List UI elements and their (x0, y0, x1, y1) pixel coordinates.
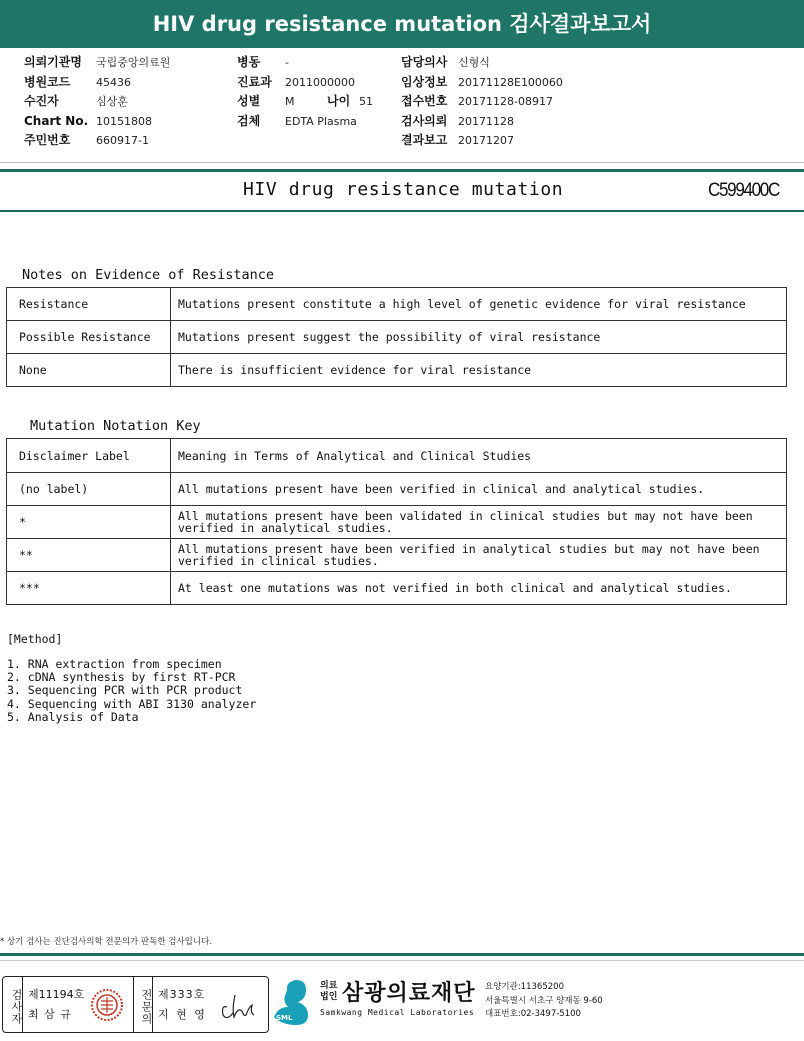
seal-icon (89, 977, 133, 1032)
footer-rule-thin (0, 960, 804, 961)
info-label: 병원코드 (24, 74, 71, 89)
info-label: 검체 (237, 113, 261, 128)
logo-text: SML (276, 1014, 293, 1022)
key-desc: All mutations present have been verified in analytical studies but may not have been verified in clinical studies. (171, 539, 787, 572)
specialist-license: 제333호 (158, 988, 206, 1001)
info-value: 20171128 (458, 114, 514, 128)
table-row (7, 439, 787, 473)
inspector-license: 제11194호 (28, 988, 85, 1001)
info-label: 의뢰기관명 (24, 55, 82, 69)
info-value: 심상훈 (96, 95, 128, 108)
method-step: 3. Sequencing PCR with PCR product (7, 683, 243, 698)
notes-table (6, 287, 787, 387)
report-banner: HIV drug resistance mutation 검사결과보고서 (0, 0, 804, 48)
org-address: 서울특별시 서초구 양재동 9-60 (485, 995, 603, 1006)
report-code: C599400C (708, 180, 779, 201)
info-value: 20171128-08917 (458, 95, 553, 108)
specialist-cell (153, 977, 213, 1032)
method-step: 1. RNA extraction from specimen (7, 657, 222, 671)
notes-label: Possible Resistance (7, 321, 171, 354)
org-code: 요양기관:11365200 (485, 982, 564, 992)
method-list (7, 658, 256, 724)
info-label: 접수번호 (401, 94, 448, 108)
info-value: M (285, 95, 295, 108)
key-label: ** (7, 539, 171, 572)
info-value: 국립중앙의료원 (96, 56, 171, 69)
info-value: - (285, 56, 289, 69)
info-value: 20171207 (458, 134, 514, 147)
title-rule-bottom (0, 210, 804, 212)
key-desc: All mutations present have been verified in clinical and analytical studies. (171, 473, 787, 506)
org-name: 삼광의료재단 (342, 981, 476, 1006)
notes-desc: Mutations present constitute a high level of genetic evidence for viral resistance (171, 288, 787, 321)
info-value: EDTA Plasma (285, 114, 357, 128)
info-value: 20171128E100060 (458, 75, 563, 89)
inspector-seal (89, 977, 133, 1032)
table-row (7, 354, 787, 387)
table-row (7, 539, 787, 572)
info-label: 결과보고 (401, 133, 448, 147)
info-value: 660917-1 (96, 134, 149, 147)
table-row (7, 572, 787, 605)
method-heading: [Method] (7, 632, 63, 646)
notes-heading: Notes on Evidence of Resistance (22, 267, 274, 283)
specialist-name: 지 현 영 (158, 1008, 207, 1021)
info-label: 진료과 (237, 74, 272, 89)
notes-desc: Mutations present suggest the possibility of viral resistance (171, 321, 787, 354)
key-label: * (7, 506, 171, 539)
age-label: 나이 (327, 94, 351, 108)
key-label: Disclaimer Label (7, 439, 171, 473)
table-row (7, 473, 787, 506)
info-column-2 (237, 53, 373, 131)
org-phone: 대표번호:02-3497-5100 (485, 1009, 581, 1019)
footer-rule (0, 953, 804, 956)
title-rule-top (0, 169, 804, 172)
key-table (6, 438, 787, 605)
footnote: * 상기 검사는 진단검사의학 전문의가 판독한 검사입니다. (0, 937, 213, 947)
info-value: 45436 (96, 75, 131, 89)
divider (0, 162, 804, 163)
key-label: *** (7, 572, 171, 605)
specialist-label: 전문의 (133, 977, 153, 1032)
inspector-cell (23, 977, 89, 1032)
org-prefix-2: 법인 (320, 992, 338, 1002)
key-desc: At least one mutations was not verified in both clinical and analytical studies. (171, 572, 787, 605)
notes-label: Resistance (7, 288, 171, 321)
key-label: (no label) (7, 473, 171, 506)
info-value: 2011000000 (285, 75, 355, 89)
sml-logo-icon (270, 976, 318, 1028)
notes-label: None (7, 354, 171, 387)
info-label: 수진자 (24, 94, 59, 108)
org-prefix (320, 981, 337, 1003)
notes-desc: There is insufficient evidence for viral resistance (171, 354, 787, 387)
info-label: 주민번호 (24, 133, 71, 147)
specialist-signature (213, 977, 268, 1032)
org-prefix-1: 의료 (320, 981, 338, 991)
info-column-1 (24, 53, 170, 151)
info-column-3 (401, 53, 563, 151)
method-step: 2. cDNA synthesis by first RT-PCR (7, 670, 236, 685)
org-contact (485, 981, 603, 1022)
key-heading: Mutation Notation Key (30, 418, 201, 434)
info-label: 임상정보 (401, 74, 448, 89)
info-value: 신형식 (458, 56, 490, 69)
info-label: 담당의사 (401, 55, 448, 69)
info-label: Chart No. (24, 113, 89, 128)
table-row (7, 288, 787, 321)
inspector-label: 검사자 (3, 977, 23, 1032)
age-value: 51 (359, 95, 373, 108)
table-row (7, 321, 787, 354)
org-english: Samkwang Medical Laboratories (320, 1008, 475, 1017)
info-value: 10151808 (96, 114, 152, 128)
key-desc: Meaning in Terms of Analytical and Clinical Studies (171, 439, 787, 473)
inspector-name: 최 삼 규 (28, 1008, 72, 1021)
info-label: 성별 (237, 94, 261, 108)
signature-icon (213, 977, 263, 1032)
table-row (7, 506, 787, 539)
info-label: 병동 (237, 55, 261, 69)
signature-box (2, 976, 269, 1033)
method-step: 5. Analysis of Data (7, 709, 139, 724)
report-title: HIV drug resistance mutation (243, 179, 564, 200)
method-step: 4. Sequencing with ABI 3130 analyzer (7, 696, 257, 711)
info-label: 검사의뢰 (401, 113, 448, 128)
key-desc: All mutations present have been validated in clinical studies but may not have been verified in analytical studies. (171, 506, 787, 539)
